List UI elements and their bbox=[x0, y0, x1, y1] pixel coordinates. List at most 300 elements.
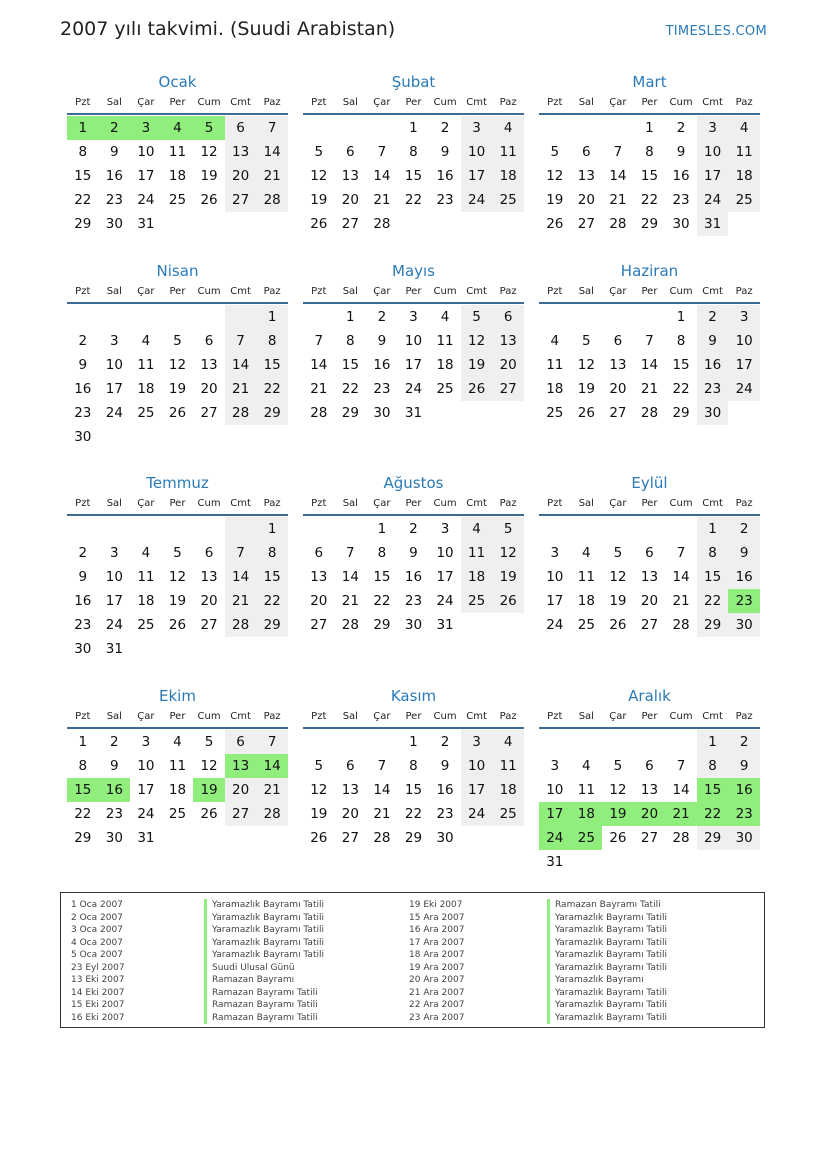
day-cell: 5 bbox=[193, 116, 225, 140]
weekday-label: Cmt bbox=[466, 498, 487, 509]
day-cell: 8 bbox=[676, 333, 686, 349]
day-cell: 8 bbox=[409, 758, 418, 774]
day-cell: 6 bbox=[204, 545, 214, 561]
day-grid bbox=[303, 305, 524, 425]
day-cell: 12 bbox=[609, 782, 627, 798]
day-cell: 25 bbox=[461, 589, 493, 613]
day-cell: 18 bbox=[137, 381, 155, 397]
weekday-label: Cum bbox=[433, 711, 457, 722]
weekday-header bbox=[303, 282, 524, 304]
weekday-label: Paz bbox=[735, 711, 753, 722]
day-cell: 28 bbox=[256, 188, 288, 212]
day-cell: 15 bbox=[373, 569, 391, 585]
legend-date: 4 Oca 2007 bbox=[71, 937, 123, 948]
day-cell: 24 bbox=[728, 377, 760, 401]
day-cell: 23 bbox=[436, 806, 454, 822]
legend-holiday-name: Yaramazlık Bayramı Tatili bbox=[547, 987, 667, 1000]
day-cell: 5 bbox=[173, 545, 182, 561]
day-cell: 17 bbox=[546, 593, 564, 609]
legend-names-col-2 bbox=[547, 899, 667, 1024]
day-cell: 29 bbox=[74, 216, 92, 232]
day-cell: 23 bbox=[105, 806, 123, 822]
site-link[interactable]: TIMESLES.COM bbox=[665, 24, 767, 39]
day-cell: 13 bbox=[200, 569, 218, 585]
day-cell: 21 bbox=[341, 593, 359, 609]
month-3 bbox=[539, 71, 760, 236]
weekday-label: Pzt bbox=[547, 711, 563, 722]
day-cell-empty bbox=[634, 517, 666, 541]
day-cell: 2 bbox=[409, 521, 418, 537]
day-cell-empty bbox=[602, 730, 634, 754]
day-cell: 13 bbox=[577, 168, 595, 184]
legend-date: 15 Ara 2007 bbox=[409, 912, 465, 923]
day-cell: 29 bbox=[341, 405, 359, 421]
day-cell-empty bbox=[335, 730, 367, 754]
day-cell: 26 bbox=[310, 216, 328, 232]
legend-holiday-name: Yaramazlık Bayramı Tatili bbox=[547, 924, 667, 937]
day-cell: 30 bbox=[672, 216, 690, 232]
day-cell: 9 bbox=[78, 357, 88, 373]
day-cell: 15 bbox=[256, 353, 288, 377]
day-cell: 7 bbox=[377, 758, 387, 774]
day-cell: 20 bbox=[200, 381, 218, 397]
day-cell: 25 bbox=[728, 188, 760, 212]
month-name: Haziran bbox=[620, 262, 679, 280]
weekday-label: Pzt bbox=[311, 498, 327, 509]
legend-date: 17 Ara 2007 bbox=[409, 937, 465, 948]
weekday-label: Paz bbox=[263, 498, 281, 509]
day-cell: 13 bbox=[640, 569, 659, 585]
weekday-label: Çar bbox=[373, 286, 391, 297]
weekday-label: Cum bbox=[433, 498, 457, 509]
day-cell: 14 bbox=[225, 565, 257, 589]
day-cell: 3 bbox=[110, 333, 119, 349]
day-cell: 24 bbox=[105, 405, 123, 421]
day-cell: 14 bbox=[256, 140, 288, 164]
day-cell: 7 bbox=[676, 758, 686, 774]
weekday-label: Cum bbox=[197, 286, 221, 297]
month-9 bbox=[539, 472, 760, 637]
legend-holiday-name: Yaramazlık Bayramı Tatili bbox=[547, 912, 667, 925]
weekday-label: Sal bbox=[342, 711, 358, 722]
day-cell: 27 bbox=[609, 405, 627, 421]
day-cell-empty bbox=[539, 305, 571, 329]
weekday-label: Paz bbox=[499, 498, 517, 509]
day-cell: 4 bbox=[162, 116, 194, 140]
legend-holiday-name: Yaramazlık Bayramı Tatili bbox=[204, 949, 324, 962]
day-cell: 20 bbox=[577, 192, 595, 208]
day-cell: 16 bbox=[697, 353, 729, 377]
day-cell: 3 bbox=[409, 309, 418, 325]
day-cell: 18 bbox=[168, 168, 187, 184]
day-cell: 19 bbox=[200, 168, 218, 184]
weekday-label: Per bbox=[405, 286, 422, 297]
day-cell: 10 bbox=[546, 782, 564, 798]
legend-date: 23 Ara 2007 bbox=[409, 1012, 465, 1023]
day-cell: 28 bbox=[256, 802, 288, 826]
day-cell: 11 bbox=[546, 357, 564, 373]
weekday-label: Pzt bbox=[547, 97, 563, 108]
legend-date: 18 Ara 2007 bbox=[409, 950, 465, 960]
weekday-label: Çar bbox=[373, 498, 391, 509]
day-cell-empty bbox=[634, 305, 666, 329]
month-11 bbox=[303, 685, 524, 850]
page-title: 2007 yılı takvimi. (Suudi Arabistan) bbox=[60, 18, 396, 40]
day-cell: 15 bbox=[404, 168, 423, 184]
day-cell: 13 bbox=[341, 168, 359, 184]
day-cell: 11 bbox=[461, 541, 493, 565]
day-cell: 23 bbox=[74, 617, 92, 633]
day-cell-empty bbox=[571, 305, 603, 329]
day-cell: 30 bbox=[436, 830, 454, 846]
day-cell: 22 bbox=[74, 806, 92, 822]
day-cell: 6 bbox=[645, 545, 654, 561]
month-name: Eylül bbox=[631, 474, 668, 492]
day-cell: 12 bbox=[200, 144, 218, 160]
day-cell: 11 bbox=[577, 569, 595, 585]
day-cell: 8 bbox=[78, 758, 88, 774]
day-cell: 14 bbox=[225, 353, 257, 377]
weekday-label: Cmt bbox=[230, 97, 251, 108]
month-8 bbox=[303, 472, 524, 637]
day-cell-empty bbox=[366, 116, 398, 140]
day-grid bbox=[67, 305, 288, 449]
day-cell: 3 bbox=[550, 758, 560, 774]
weekday-header bbox=[303, 707, 524, 729]
day-cell-empty bbox=[335, 116, 367, 140]
day-cell: 7 bbox=[256, 116, 288, 140]
day-cell: 18 bbox=[492, 164, 524, 188]
day-cell: 21 bbox=[225, 589, 257, 613]
weekday-label: Çar bbox=[609, 711, 627, 722]
day-cell-empty bbox=[571, 116, 603, 140]
day-cell: 3 bbox=[728, 305, 760, 329]
day-cell: 24 bbox=[461, 802, 493, 826]
day-cell: 14 bbox=[341, 569, 359, 585]
weekday-label: Cmt bbox=[466, 286, 487, 297]
day-cell: 23 bbox=[404, 593, 423, 609]
day-cell: 18 bbox=[137, 593, 155, 609]
day-cell: 1 bbox=[645, 120, 654, 136]
day-cell: 7 bbox=[377, 144, 387, 160]
day-cell: 15 bbox=[74, 168, 92, 184]
day-cell: 9 bbox=[728, 754, 760, 778]
weekday-label: Per bbox=[169, 97, 186, 108]
day-cell: 16 bbox=[99, 778, 131, 802]
weekday-label: Çar bbox=[609, 498, 627, 509]
day-cell: 16 bbox=[436, 782, 454, 798]
day-cell: 30 bbox=[728, 613, 760, 637]
weekday-label: Per bbox=[405, 711, 422, 722]
day-cell: 10 bbox=[105, 357, 123, 373]
day-cell: 30 bbox=[74, 429, 92, 445]
day-cell: 20 bbox=[341, 806, 359, 822]
day-cell: 11 bbox=[168, 144, 187, 160]
day-cell: 25 bbox=[168, 806, 187, 822]
day-cell: 1 bbox=[409, 734, 418, 750]
day-cell: 8 bbox=[377, 545, 387, 561]
day-cell: 22 bbox=[672, 381, 690, 397]
day-cell: 26 bbox=[609, 617, 627, 633]
month-name: Mayıs bbox=[392, 262, 435, 280]
day-cell: 3 bbox=[141, 734, 151, 750]
day-cell: 29 bbox=[256, 613, 288, 637]
weekday-label: Sal bbox=[342, 498, 358, 509]
day-cell: 2 bbox=[728, 730, 760, 754]
day-cell: 24 bbox=[137, 192, 155, 208]
weekday-label: Çar bbox=[609, 286, 627, 297]
weekday-label: Sal bbox=[578, 97, 594, 108]
day-cell: 21 bbox=[373, 806, 391, 822]
month-name: Şubat bbox=[391, 73, 436, 91]
day-cell: 6 bbox=[613, 333, 623, 349]
day-cell: 28 bbox=[225, 401, 257, 425]
day-cell: 6 bbox=[225, 116, 257, 140]
day-cell: 4 bbox=[492, 730, 524, 754]
weekday-label: Pzt bbox=[75, 711, 91, 722]
weekday-label: Cmt bbox=[466, 97, 487, 108]
day-cell: 1 bbox=[697, 730, 729, 754]
weekday-label: Cum bbox=[669, 97, 693, 108]
day-cell: 1 bbox=[67, 116, 99, 140]
day-cell: 10 bbox=[105, 569, 123, 585]
day-cell: 27 bbox=[341, 830, 359, 846]
weekday-label: Çar bbox=[373, 97, 391, 108]
day-cell: 18 bbox=[492, 778, 524, 802]
day-cell: 19 bbox=[193, 778, 225, 802]
day-cell: 12 bbox=[168, 357, 187, 373]
weekday-label: Sal bbox=[578, 711, 594, 722]
day-cell: 26 bbox=[492, 589, 524, 613]
legend-holiday-name: Yaramazlık Bayramı Tatili bbox=[547, 962, 667, 975]
day-cell: 15 bbox=[640, 168, 659, 184]
month-4 bbox=[67, 260, 288, 449]
weekday-label: Per bbox=[641, 711, 658, 722]
day-cell: 8 bbox=[645, 144, 654, 160]
weekday-header bbox=[539, 707, 760, 729]
weekday-label: Pzt bbox=[311, 711, 327, 722]
day-cell: 12 bbox=[492, 541, 524, 565]
day-cell: 5 bbox=[204, 734, 214, 750]
day-cell: 17 bbox=[137, 782, 155, 798]
day-cell: 23 bbox=[697, 377, 729, 401]
day-cell-empty bbox=[303, 517, 335, 541]
day-cell: 20 bbox=[225, 164, 257, 188]
legend-date: 1 Oca 2007 bbox=[71, 900, 123, 910]
day-cell: 30 bbox=[105, 830, 123, 846]
day-cell: 2 bbox=[78, 333, 88, 349]
weekday-label: Cum bbox=[669, 286, 693, 297]
day-cell-empty bbox=[225, 305, 257, 329]
day-cell: 7 bbox=[346, 545, 355, 561]
day-cell: 29 bbox=[697, 613, 729, 637]
day-cell: 11 bbox=[436, 333, 454, 349]
month-name: Aralık bbox=[628, 687, 671, 705]
day-cell: 17 bbox=[697, 164, 729, 188]
day-cell: 20 bbox=[225, 778, 257, 802]
weekday-label: Per bbox=[169, 711, 186, 722]
day-cell: 28 bbox=[341, 617, 359, 633]
legend-holiday-name: Yaramazlık Bayramı bbox=[547, 974, 667, 987]
day-cell-empty bbox=[303, 305, 335, 329]
day-cell: 19 bbox=[461, 353, 493, 377]
day-cell: 24 bbox=[137, 806, 155, 822]
day-cell: 22 bbox=[640, 192, 659, 208]
legend-date: 21 Ara 2007 bbox=[409, 987, 465, 998]
day-cell: 30 bbox=[373, 405, 391, 421]
day-cell: 22 bbox=[74, 192, 92, 208]
day-cell: 27 bbox=[640, 617, 659, 633]
legend-date: 14 Eki 2007 bbox=[71, 987, 125, 998]
day-cell: 24 bbox=[697, 188, 729, 212]
weekday-label: Per bbox=[641, 97, 658, 108]
weekday-label: Pzt bbox=[311, 286, 327, 297]
day-cell: 3 bbox=[550, 545, 560, 561]
day-cell: 22 bbox=[697, 802, 729, 826]
day-cell-empty bbox=[99, 305, 131, 329]
day-cell: 26 bbox=[310, 830, 328, 846]
day-cell-empty bbox=[130, 305, 162, 329]
weekday-label: Pzt bbox=[547, 498, 563, 509]
weekday-label: Per bbox=[405, 498, 422, 509]
day-cell: 2 bbox=[78, 545, 88, 561]
day-cell: 1 bbox=[676, 309, 686, 325]
day-grid bbox=[67, 517, 288, 661]
weekday-label: Çar bbox=[137, 286, 155, 297]
day-cell: 17 bbox=[461, 778, 493, 802]
day-cell: 7 bbox=[645, 333, 654, 349]
day-cell: 11 bbox=[492, 754, 524, 778]
day-cell: 29 bbox=[697, 826, 729, 850]
day-cell: 1 bbox=[78, 734, 88, 750]
day-grid bbox=[303, 517, 524, 637]
day-cell: 30 bbox=[404, 617, 423, 633]
weekday-label: Paz bbox=[263, 286, 281, 297]
day-cell: 17 bbox=[404, 357, 423, 373]
legend-holiday-name: Suudi Ulusal Günü bbox=[204, 962, 324, 975]
legend-date: 16 Ara 2007 bbox=[409, 925, 465, 935]
legend-names-col-1 bbox=[204, 899, 324, 1024]
day-cell: 23 bbox=[373, 381, 391, 397]
day-cell: 28 bbox=[373, 830, 391, 846]
day-cell: 26 bbox=[577, 405, 595, 421]
day-cell: 26 bbox=[168, 405, 187, 421]
day-cell-empty bbox=[634, 730, 666, 754]
weekday-label: Çar bbox=[137, 498, 155, 509]
weekday-label: Sal bbox=[578, 498, 594, 509]
day-grid bbox=[303, 116, 524, 236]
legend-holiday-name: Ramazan Bayramı Tatili bbox=[204, 1012, 324, 1025]
day-cell: 24 bbox=[546, 617, 564, 633]
weekday-label: Çar bbox=[137, 97, 155, 108]
weekday-label: Paz bbox=[735, 97, 753, 108]
day-cell: 31 bbox=[404, 405, 423, 421]
day-cell: 30 bbox=[728, 826, 760, 850]
day-cell: 24 bbox=[539, 826, 571, 850]
day-cell: 9 bbox=[78, 569, 88, 585]
legend-date: 20 Ara 2007 bbox=[409, 975, 465, 985]
month-12 bbox=[539, 685, 760, 874]
day-cell: 20 bbox=[341, 192, 359, 208]
day-cell: 4 bbox=[141, 545, 151, 561]
day-cell: 12 bbox=[310, 168, 328, 184]
day-cell-empty bbox=[335, 517, 367, 541]
day-cell: 19 bbox=[602, 802, 634, 826]
day-cell: 10 bbox=[436, 545, 454, 561]
day-cell: 15 bbox=[697, 778, 729, 802]
day-cell: 21 bbox=[256, 778, 288, 802]
day-cell: 1 bbox=[409, 120, 418, 136]
weekday-label: Per bbox=[641, 498, 658, 509]
day-cell: 7 bbox=[225, 541, 257, 565]
day-cell: 31 bbox=[697, 212, 729, 236]
day-cell: 29 bbox=[672, 405, 690, 421]
day-cell: 10 bbox=[461, 140, 493, 164]
month-2 bbox=[303, 71, 524, 236]
day-cell: 1 bbox=[697, 517, 729, 541]
day-cell: 24 bbox=[461, 188, 493, 212]
day-grid bbox=[539, 517, 760, 637]
day-grid bbox=[67, 116, 288, 236]
day-cell: 21 bbox=[609, 192, 627, 208]
day-cell: 6 bbox=[492, 305, 524, 329]
day-cell: 10 bbox=[697, 140, 729, 164]
day-cell: 29 bbox=[74, 830, 92, 846]
day-cell: 9 bbox=[676, 144, 686, 160]
weekday-label: Paz bbox=[735, 498, 753, 509]
day-cell: 5 bbox=[314, 144, 324, 160]
day-cell: 18 bbox=[546, 381, 564, 397]
day-cell: 28 bbox=[373, 216, 391, 232]
day-cell: 3 bbox=[697, 116, 729, 140]
weekday-label: Cmt bbox=[230, 711, 251, 722]
day-cell: 22 bbox=[373, 593, 391, 609]
weekday-header bbox=[67, 707, 288, 729]
day-cell: 6 bbox=[225, 730, 257, 754]
day-cell: 2 bbox=[440, 120, 450, 136]
day-cell-empty bbox=[366, 730, 398, 754]
legend-date: 23 Eyl 2007 bbox=[71, 962, 125, 973]
weekday-label: Cum bbox=[669, 711, 693, 722]
day-cell: 22 bbox=[256, 377, 288, 401]
day-cell: 5 bbox=[492, 517, 524, 541]
weekday-header bbox=[539, 494, 760, 516]
day-cell: 3 bbox=[461, 116, 493, 140]
day-cell: 8 bbox=[78, 144, 88, 160]
day-cell: 6 bbox=[204, 333, 214, 349]
day-cell: 9 bbox=[377, 333, 387, 349]
weekday-label: Per bbox=[169, 286, 186, 297]
day-cell: 4 bbox=[173, 734, 182, 750]
day-cell: 10 bbox=[546, 569, 564, 585]
legend-date: 19 Eki 2007 bbox=[409, 900, 463, 910]
day-cell: 25 bbox=[137, 617, 155, 633]
day-cell: 5 bbox=[613, 545, 623, 561]
day-cell-empty bbox=[67, 305, 99, 329]
day-cell-empty bbox=[225, 517, 257, 541]
day-cell-empty bbox=[99, 517, 131, 541]
day-cell: 7 bbox=[314, 333, 324, 349]
day-cell: 23 bbox=[672, 192, 690, 208]
legend-date: 15 Eki 2007 bbox=[71, 1000, 125, 1010]
day-cell: 29 bbox=[404, 830, 423, 846]
day-cell: 27 bbox=[200, 405, 218, 421]
day-cell-empty bbox=[602, 116, 634, 140]
day-cell: 24 bbox=[105, 617, 123, 633]
weekday-label: Per bbox=[169, 498, 186, 509]
day-cell: 26 bbox=[546, 216, 564, 232]
legend-holiday-name: Yaramazlık Bayramı Tatili bbox=[547, 999, 667, 1012]
